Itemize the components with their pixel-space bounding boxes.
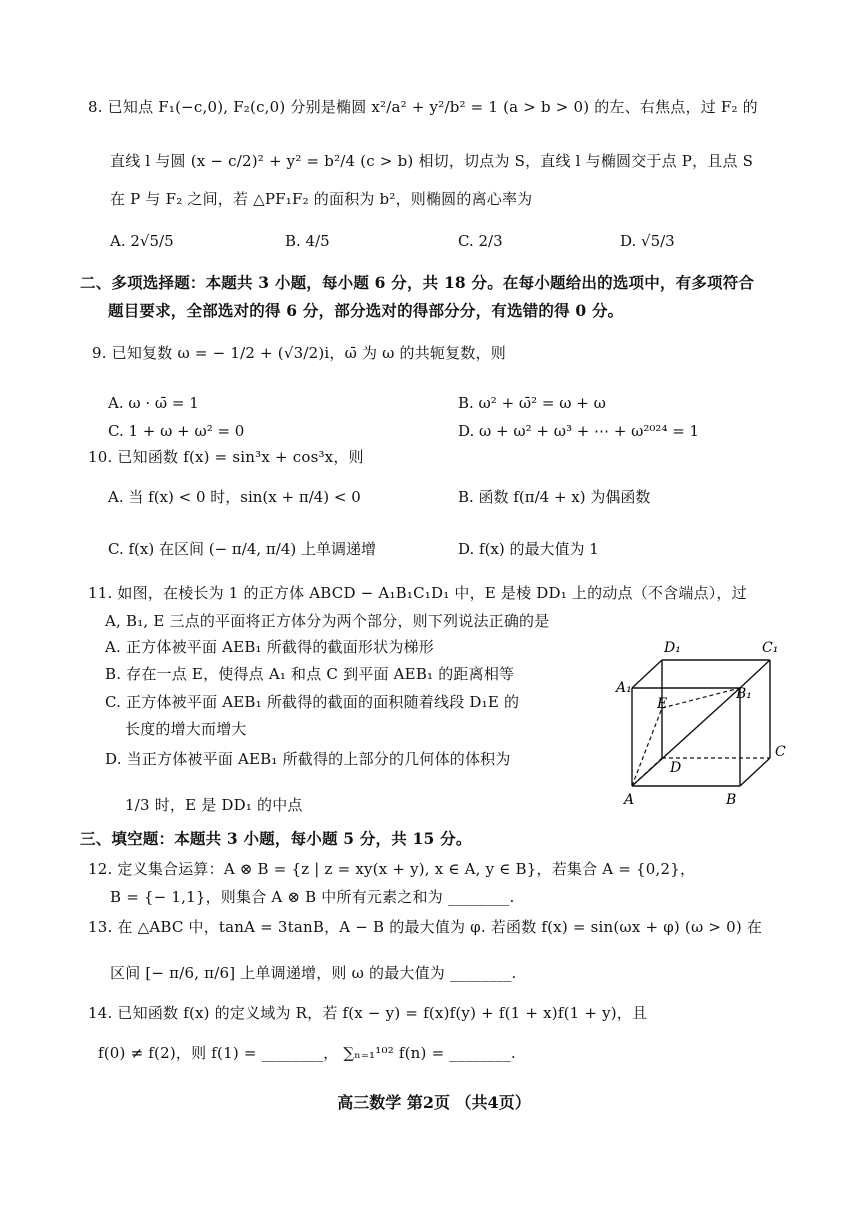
label-c: C [775, 744, 786, 760]
q8-option-b: B. 4/5 [285, 232, 330, 250]
q11-option-a: A. 正方体被平面 AEB₁ 所截得的截面形状为梯形 [105, 638, 434, 656]
label-b: B [726, 792, 737, 808]
q9-option-c: C. 1 + ω + ω² = 0 [108, 422, 245, 440]
q10-stem: 10. 已知函数 f(x) = sin³x + cos³x，则 [88, 448, 364, 466]
q8-option-d: D. √5/3 [620, 232, 675, 250]
q13-line2: 区间 [− π/6, π/6] 上单调递增，则 ω 的最大值为 ________. [110, 964, 517, 982]
q8-option-a: A. 2√5/5 [110, 232, 174, 250]
q9-option-b: B. ω² + ω̄² = ω + ω [458, 394, 606, 412]
q11-option-d-line1: D. 当正方体被平面 AEB₁ 所截得的上部分的几何体的体积为 [105, 750, 511, 768]
q10-option-b: B. 函数 f(π/4 + x) 为偶函数 [458, 488, 651, 506]
q11-option-c-line1: C. 正方体被平面 AEB₁ 所截得的截面的面积随着线段 D₁E 的 [105, 693, 520, 711]
section2-line2: 题目要求，全部选对的得 6 分，部分选对的得部分分，有选错的得 0 分。 [108, 301, 624, 320]
q8-line2: 直线 l 与圆 (x − c/2)² + y² = b²/4 (c > b) 相切，切点为 S，直线 l 与椭圆交于点 P，且点 S [110, 152, 754, 170]
section3-heading: 三、填空题：本题共 3 小题，每小题 5 分，共 15 分。 [80, 829, 472, 848]
label-d: D [670, 760, 682, 776]
q11-option-d-line2: 1/3 时，E 是 DD₁ 的中点 [125, 796, 303, 814]
label-d1: D₁ [664, 640, 681, 656]
q8-option-c: C. 2/3 [458, 232, 503, 250]
q9-option-d: D. ω + ω² + ω³ + ⋯ + ω²⁰²⁴ = 1 [458, 422, 700, 440]
q14-line1: 14. 已知函数 f(x) 的定义域为 R，若 f(x − y) = f(x)f(y) + f(1 + x)f(1 + y)，且 [88, 1004, 648, 1022]
q9-option-a: A. ω · ω̄ = 1 [108, 394, 199, 412]
label-a1: A₁ [616, 680, 632, 696]
page-footer: 高三数学 第2页 （共4页） [337, 1093, 531, 1112]
q11-option-b: B. 存在一点 E，使得点 A₁ 和点 C 到平面 AEB₁ 的距离相等 [105, 665, 515, 683]
q8-line1: 8. 已知点 F₁(−c,0), F₂(c,0) 分别是椭圆 x²/a² + y²/b² = 1 (a > b > 0) 的左、右焦点，过 F₂ 的 [88, 98, 758, 116]
label-b1: B₁ [736, 686, 752, 702]
q8-line3: 在 P 与 F₂ 之间，若 △PF₁F₂ 的面积为 b²，则椭圆的离心率为 [110, 190, 533, 208]
cube-figure [612, 632, 812, 808]
label-a: A [624, 792, 635, 808]
q14-line2: f(0) ≠ f(2)，则 f(1) = ________， ∑ₙ₌₁¹⁰² f(n) = ________. [98, 1044, 516, 1062]
q13-line1: 13. 在 △ABC 中，tanA = 3tanB，A − B 的最大值为 φ. 若函数 f(x) = sin(ωx + φ) (ω > 0) 在 [88, 918, 763, 936]
q10-option-d: D. f(x) 的最大值为 1 [458, 540, 599, 558]
q10-option-a: A. 当 f(x) < 0 时，sin(x + π/4) < 0 [108, 488, 361, 506]
section2-line1: 二、多项选择题：本题共 3 小题，每小题 6 分，共 18 分。在每小题给出的选项中，有多项符合 [80, 273, 755, 292]
q10-option-c: C. f(x) 在区间 (− π/4, π/4) 上单调递增 [108, 540, 376, 558]
label-c1: C₁ [762, 640, 779, 656]
q11-line2: A, B₁, E 三点的平面将正方体分为两个部分，则下列说法正确的是 [105, 612, 550, 630]
q11-option-c-line2: 长度的增大而增大 [125, 720, 247, 738]
label-e: E [657, 696, 668, 712]
q9-stem: 9. 已知复数 ω = − 1/2 + (√3/2)i，ω̄ 为 ω 的共轭复数，则 [92, 344, 506, 362]
q11-line1: 11. 如图，在棱长为 1 的正方体 ABCD − A₁B₁C₁D₁ 中，E 是棱 DD₁ 上的动点（不含端点），过 [88, 584, 747, 602]
q12-line1: 12. 定义集合运算：A ⊗ B = {z | z = xy(x + y), x ∈ A, y ∈ B}，若集合 A = {0,2}， [88, 860, 696, 878]
q12-line2: B = {− 1,1}，则集合 A ⊗ B 中所有元素之和为 ________. [110, 888, 515, 906]
